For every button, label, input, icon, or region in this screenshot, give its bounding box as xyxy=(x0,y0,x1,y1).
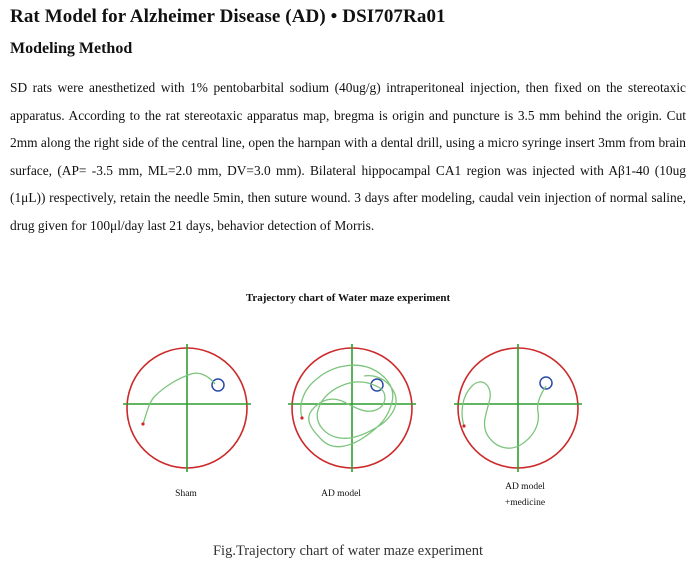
panel-label-ad-model: AD model xyxy=(321,489,361,499)
start-point xyxy=(300,416,303,419)
figure-caption: Fig.Trajectory chart of water maze experiment xyxy=(212,543,484,559)
start-point xyxy=(141,422,144,425)
swim-path xyxy=(301,365,396,446)
trajectory-plot-sham xyxy=(119,340,255,476)
start-point xyxy=(462,424,465,427)
panel-label-ad-medicine-line1: AD model xyxy=(505,482,545,492)
page-title: Rat Model for Alzheimer Disease (AD) • DSI707Ra01 xyxy=(10,6,446,27)
trajectory-plot-ad-medicine xyxy=(450,340,586,476)
swim-path xyxy=(143,373,215,424)
section-heading: Modeling Method xyxy=(10,40,133,57)
trajectory-panel-sham xyxy=(119,340,255,476)
trajectory-plot-ad-model xyxy=(284,340,420,476)
panel-label-sham: Sham xyxy=(175,489,197,499)
swim-path xyxy=(462,382,546,448)
method-paragraph: SD rats were anesthetized with 1% pentobarbital sodium (40ug/g) intraperitoneal injection, then fixed on the stereotaxic apparatus. According to the rat stereotaxic apparatus map, bregma is origin and puncture is 3.5 mm behind the origin. Cut 2mm along the right side of the central line, open the harnpan with a dental drill, using a micro syringe insert 3mm from brain surface, (AP= -3.5 mm, ML=2.0 mm, DV=3.0 mm). Bilateral hippocampal CA1 region was injected with Aβ1-40 (10ug (1μL)) respectively, retain the needle 5min, then suture wound. 3 days after modeling, caudal vein injection of normal saline, drug given for 100μl/day last 21 days, behavior detection of Morris. xyxy=(10,80,686,233)
figure-title: Trajectory chart of Water maze experiment xyxy=(245,292,451,304)
platform-circle xyxy=(212,379,224,391)
trajectory-panel-ad-model xyxy=(284,340,420,476)
platform-circle xyxy=(540,377,552,389)
trajectory-panel-ad-medicine xyxy=(450,340,586,476)
panel-label-ad-medicine-line2: +medicine xyxy=(504,498,546,508)
